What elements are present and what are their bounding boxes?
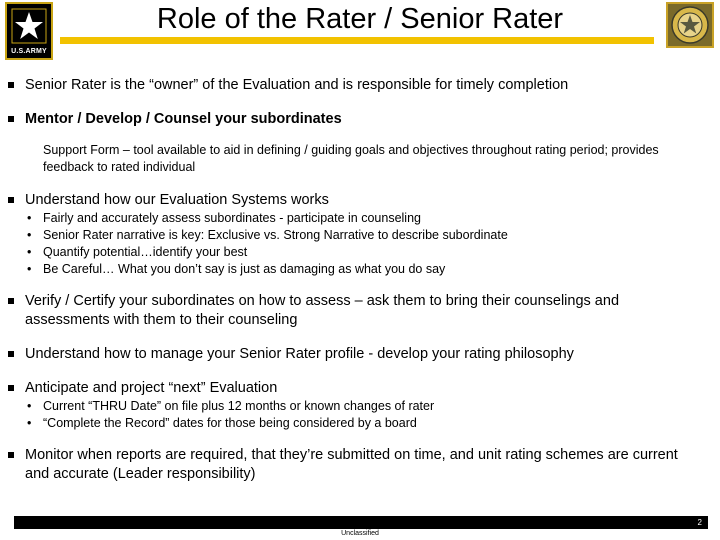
sub-bullet [27, 227, 683, 244]
sub-bullet [27, 210, 683, 227]
page-number: 2 [697, 518, 702, 527]
sub-bullet [27, 415, 683, 432]
sub-bullet [27, 398, 683, 415]
sub-bullet-text: Quantify potential…identify your best [43, 245, 248, 259]
sub-bullet-text: Current “THRU Date” on file plus 12 months or known changes of rater [43, 399, 435, 413]
army-seal-icon [666, 2, 714, 48]
sub-bullet-text: Fairly and accurately assess subordinates - participate in counseling [43, 211, 421, 225]
classification-label: Unclassified [341, 530, 379, 537]
bullet-text: Verify / Certify your subordinates on how to assess – ask them to bring their counselings and assessments with them to their counseling [25, 293, 620, 328]
note-text: Support Form – tool available to aid in defining / guiding goals and objectives throughout rating period; provides feedback to rated individual [43, 143, 659, 174]
sub-bullet [27, 244, 683, 261]
bullet-anticipate-next [8, 379, 705, 398]
bullet-verify-certify [8, 292, 695, 330]
bullet-text: Understand how to manage your Senior Rater profile - develop your rating philosophy [25, 346, 574, 362]
us-army-logo [5, 2, 53, 60]
square-bullet-icon [8, 82, 14, 88]
bullet-text: Monitor when reports are required, that they’re submitted on time, and unit rating schemes are current and accurate (Leader responsibility) [25, 447, 678, 482]
sub-bullet-text: “Complete the Record” dates for those being considered by a board [43, 416, 417, 430]
bullet-mentor-note [27, 142, 703, 176]
bullet-understand-systems [8, 191, 705, 210]
bullet-monitor-reports [8, 446, 695, 484]
dot-bullet-icon: • [27, 245, 32, 259]
square-bullet-icon [8, 197, 14, 203]
title-underline-bar [60, 37, 654, 44]
bullet-text: Anticipate and project “next” Evaluation [25, 380, 278, 396]
bullet-text: Mentor / Develop / Counsel your subordinates [25, 111, 342, 127]
bullet-mentor [8, 110, 705, 129]
square-bullet-icon [8, 351, 14, 357]
square-bullet-icon [8, 116, 14, 122]
sub-bullet [27, 261, 683, 278]
square-bullet-icon [8, 385, 14, 391]
bullet-senior-rater-profile [8, 345, 705, 364]
army-logo-text: U.S.ARMY [11, 48, 47, 55]
dot-bullet-icon: • [27, 262, 32, 276]
footer-bar [14, 516, 708, 529]
dot-bullet-icon: • [27, 416, 32, 430]
bullet-senior-rater-owner [8, 76, 705, 95]
army-star-icon [11, 8, 47, 44]
dot-bullet-icon: • [27, 399, 32, 413]
bullet-text: Understand how our Evaluation Systems works [25, 192, 329, 208]
sub-bullet-text: Senior Rater narrative is key: Exclusive vs. Strong Narrative to describe subordinate [43, 228, 508, 242]
slide-title: Role of the Rater / Senior Rater [156, 3, 564, 35]
bullet-text: Senior Rater is the “owner” of the Evaluation and is responsible for timely completion [25, 77, 569, 93]
dot-bullet-icon: • [27, 228, 32, 242]
sub-bullet-text: Be Careful… What you don’t say is just as damaging as what you do say [43, 262, 446, 276]
square-bullet-icon [8, 452, 14, 458]
dot-bullet-icon: • [27, 211, 32, 225]
square-bullet-icon [8, 298, 14, 304]
